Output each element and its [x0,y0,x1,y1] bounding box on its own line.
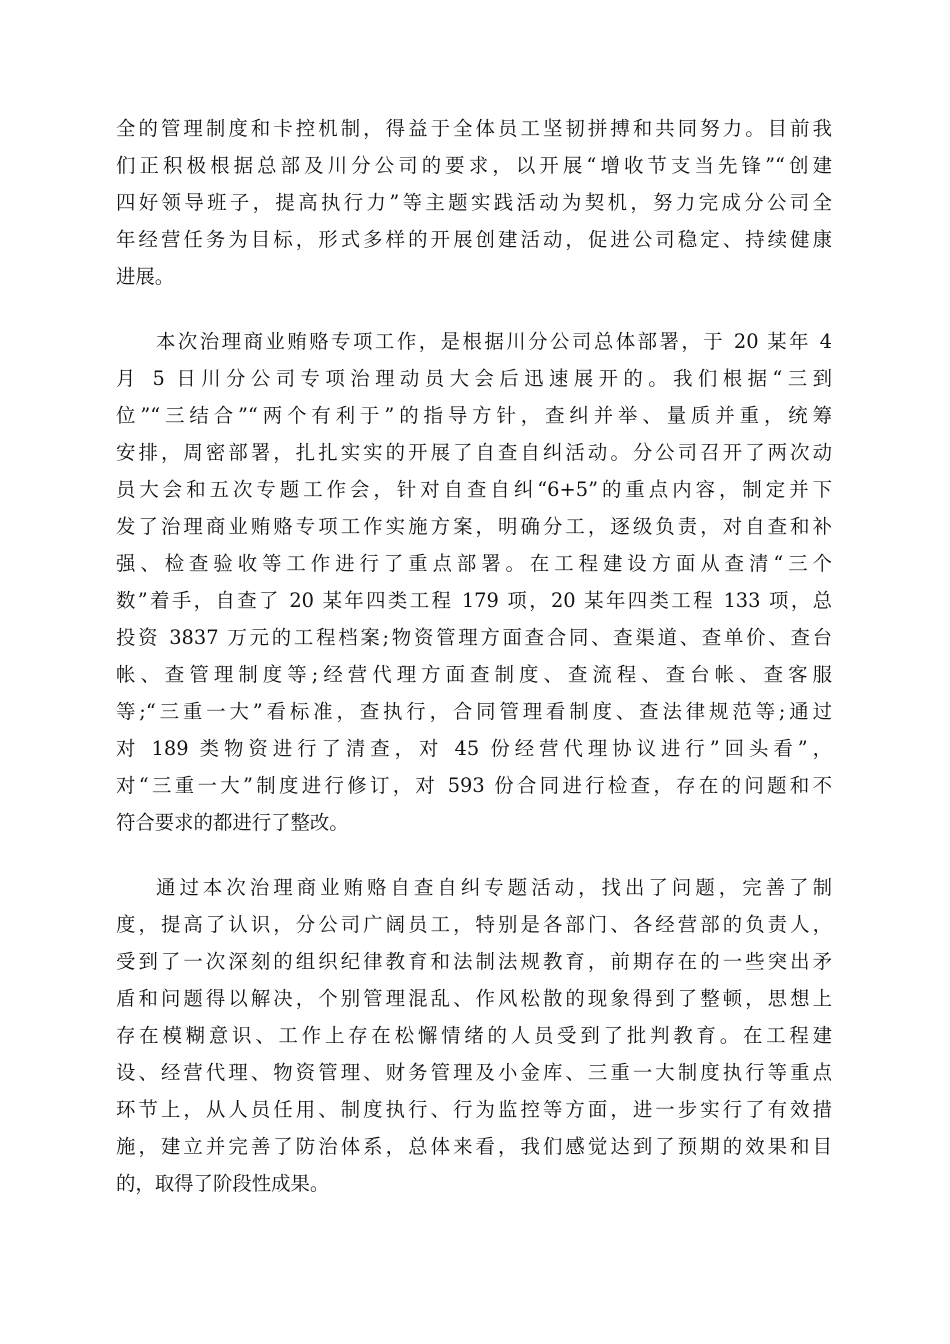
paragraph-line: 进展。 [116,265,175,288]
document-page [116,110,832,1202]
paragraph-line: 发了治理商业贿赂专项工作实施方案，明确分工，逐级负责，对自查和补 [116,515,832,538]
paragraph-line: 设、经营代理、物资管理、财务管理及小金库、三重一大制度执行等重点 [116,1061,832,1084]
paragraph-line: 盾和问题得以解决，个别管理混乱、作风松散的现象得到了整顿，思想上 [116,987,832,1010]
paragraph-line: 等;“三重一大”看标准，查执行，合同管理看制度、查法律规范等;通过 [116,700,832,723]
paragraph-line: 本次治理商业贿赂专项工作，是根据川分公司总体部署，于 20 某年 4 [156,330,832,353]
paragraph-line: 全的管理制度和卡控机制，得益于全体员工坚韧拼搏和共同努力。目前我 [116,117,832,140]
paragraph-line: 对 189 类物资进行了清查，对 45 份经营代理协议进行”回头看”， [116,737,832,760]
paragraph-line: 帐、查管理制度等;经营代理方面查制度、查流程、查台帐、查客服 [116,663,832,686]
paragraph-3 [116,869,832,1202]
paragraph-line: 通过本次治理商业贿赂自查自纠专题活动，找出了问题，完善了制 [156,876,832,899]
paragraph-2 [116,323,832,841]
paragraph-line: 对“三重一大”制度进行修订，对 593 份合同进行检查，存在的问题和不 [116,774,832,797]
paragraph-line: 们正积极根据总部及川分公司的要求，以开展“增收节支当先锋”“创建 [116,154,832,177]
paragraph-line: 存在模糊意识、工作上存在松懈情绪的人员受到了批判教育。在工程建 [116,1024,832,1047]
paragraph-line: 投资 3837 万元的工程档案;物资管理方面查合同、查渠道、查单价、查台 [116,626,832,649]
paragraph-line: 强、检查验收等工作进行了重点部署。在工程建设方面从查清“三个 [116,552,832,575]
paragraph-line: 环节上，从人员任用、制度执行、行为监控等方面，进一步实行了有效措 [116,1098,832,1121]
paragraph-line: 年经营任务为目标，形式多样的开展创建活动，促进公司稳定、持续健康 [116,228,832,251]
paragraph-line: 符合要求的都进行了整改。 [116,811,349,834]
paragraph-line: 施，建立并完善了防治体系，总体来看，我们感觉达到了预期的效果和目 [116,1135,832,1158]
paragraph-line: 度，提高了认识，分公司广阔员工，特别是各部门、各经营部的负责人， [116,913,832,936]
paragraph-line: 员大会和五次专题工作会，针对自查自纠“6+5”的重点内容，制定并下 [116,478,832,501]
paragraph-line: 四好领导班子，提高执行力”等主题实践活动为契机，努力完成分公司全 [116,191,832,214]
paragraph-line: 月 5 日川分公司专项治理动员大会后迅速展开的。我们根据“三到 [116,367,832,390]
paragraph-line: 的，取得了阶段性成果。 [116,1172,330,1195]
paragraph-line: 位”“三结合”“两个有利于”的指导方针，查纠并举、量质并重，统筹 [116,404,832,427]
paragraph-line: 受到了一次深刻的组织纪律教育和法制法规教育，前期存在的一些突出矛 [116,950,832,973]
paragraph-line: 安排，周密部署，扎扎实实的开展了自查自纠活动。分公司召开了两次动 [116,441,832,464]
paragraph-line: 数”着手，自查了 20 某年四类工程 179 项，20 某年四类工程 133 项，总 [116,589,832,612]
paragraph-1 [116,110,832,295]
